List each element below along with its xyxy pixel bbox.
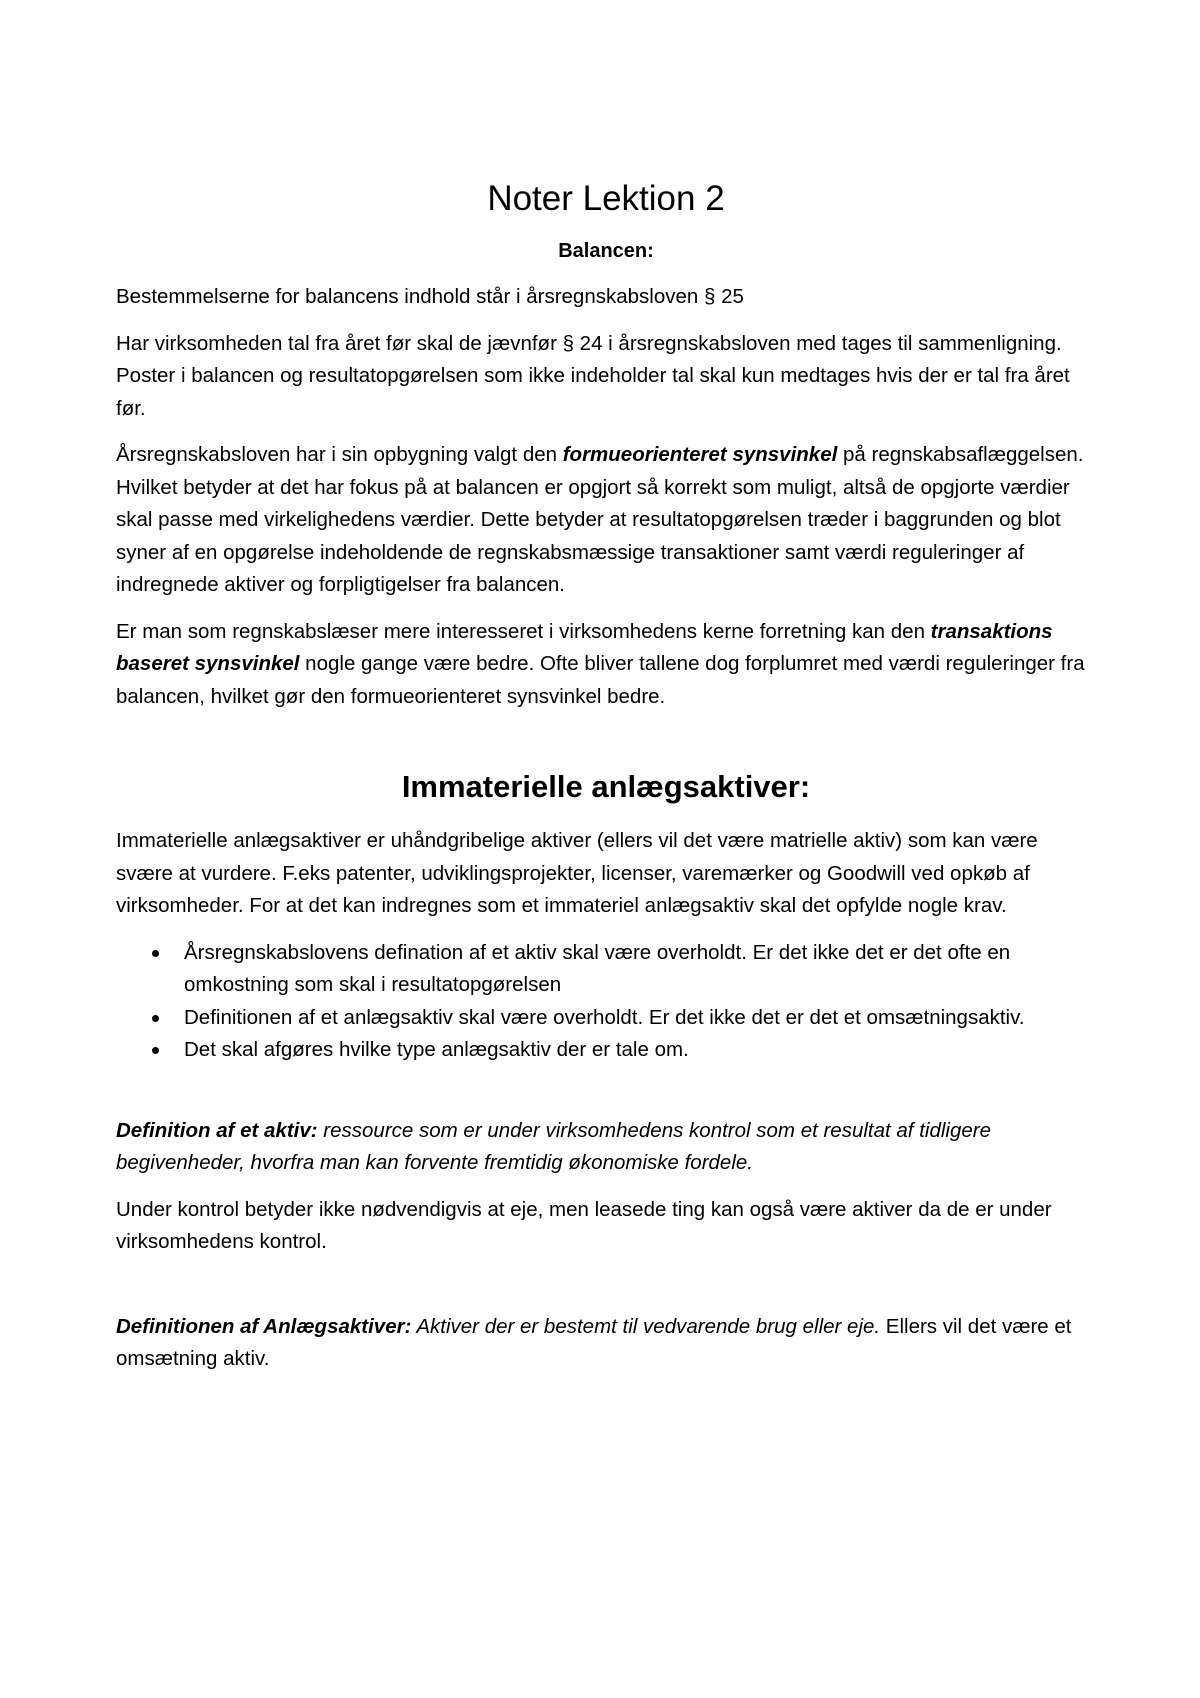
list-item <box>184 937 1096 1002</box>
list-item-text: Definitionen af et anlægsaktiv skal være overholdt. Er det ikke det er det et omsætningsaktiv. <box>184 1005 1025 1029</box>
list-item <box>184 1002 1096 1035</box>
paragraph-transaction-view-text-b: nogle gange være bedre. Ofte bliver tallene dog forplumret med værdi reguleringer fra balancen, hvilket gør den formueorienteret synsvinkel bedre. <box>116 652 1085 708</box>
list-item <box>184 1034 1096 1067</box>
definition-fixed-assets-italic: Aktiver der er bestemt til vedvarende brug eller eje. <box>411 1314 881 1338</box>
section-title-intangible: Immaterielle anlægsaktiver: <box>401 769 811 804</box>
spacer <box>116 1077 1096 1115</box>
page-title: Noter Lektion 2 <box>487 179 725 218</box>
bullet-icon <box>152 1015 159 1022</box>
spacer <box>116 1273 1096 1311</box>
paragraph-transaction-view <box>116 616 1096 714</box>
definition-fixed-assets-plain: Ellers vil det være et omsætning aktiv. <box>116 1314 1072 1370</box>
paragraph-definition-fixed-assets <box>116 1311 1096 1376</box>
paragraph-intangible-intro: Immaterielle anlægsaktiver er uhåndgribelige aktiver (ellers vil det være matrielle aktiv) som kan være svære at vurdere. F.eks patenter, udviklingsprojekter, licenser, varemærker og Goodwill ved opkøb af virksomheder. For at det kan indregnes som et immateriel anlægsaktiv skal det opfylde nogle krav. <box>116 829 1038 917</box>
formue-term: formueorienteret synsvinkel <box>562 443 838 466</box>
definition-asset-label: Definition af et aktiv: <box>116 1118 318 1142</box>
paragraph-formue-view-text-b: på regnskabsaflæggelsen. Hvilket betyder at det har fokus på at balancen er opgjort så korrekt som muligt, altså de opgjorte værdier skal passe med virkelighedens værdier. Dette betyder at resultatopgørelsen træder i baggrunden og blot syner af en opgørelse indeholdende de regnskabsmæssige transaktioner samt værdi reguleringer af indregnede aktiver og forpligtigelser fra balancen. <box>116 443 1084 596</box>
definition-fixed-assets-label: Definitionen af Anlægsaktiver: <box>116 1314 412 1338</box>
document-body <box>116 175 1096 1390</box>
paragraph-balance-rules: Bestemmelserne for balancens indhold står i årsregnskabsloven § 25 <box>116 285 744 308</box>
list-item-text: Det skal afgøres hvilke type anlægsaktiv der er tale om. <box>184 1038 689 1061</box>
paragraph-formue-view-text-a: Årsregnskabsloven har i sin opbygning valgt den <box>116 443 563 466</box>
paragraph-control-note: Under kontrol betyder ikke nødvendigvis at eje, men leasede ting kan også være aktiver da de er under virksomhedens kontrol. <box>116 1197 1052 1253</box>
paragraph-definition-asset <box>116 1115 1096 1180</box>
definition-asset-text: ressource som er under virksomhedens kontrol som et resultat af tidligere begivenheder, hvorfra man kan forvente fremtidig økonomiske fordele. <box>116 1118 991 1174</box>
paragraph-transaction-view-text-a: Er man som regnskabslæser mere interesseret i virksomhedens kerne forretning kan den <box>116 619 931 643</box>
bullet-icon <box>152 1047 159 1054</box>
transaction-term: transaktions baseret synsvinkel <box>116 619 1053 675</box>
paragraph-comparison: Har virksomheden tal fra året før skal de jævnfør § 24 i årsregnskabsloven med tages til sammenligning. Poster i balancen og resultatopgørelsen som ikke indeholder tal skal kun medtages hvis der er tal fra året før. <box>116 331 1070 420</box>
balance-heading: Balancen: <box>558 240 654 262</box>
bullet-icon <box>152 950 159 957</box>
requirements-list <box>116 937 1096 1067</box>
paragraph-formue-view <box>116 439 1096 602</box>
list-item-text: Årsregnskabslovens defination af et aktiv skal være overholdt. Er det ikke det er det ofte en omkostning som skal i resultatopgørelsen <box>184 940 1011 996</box>
